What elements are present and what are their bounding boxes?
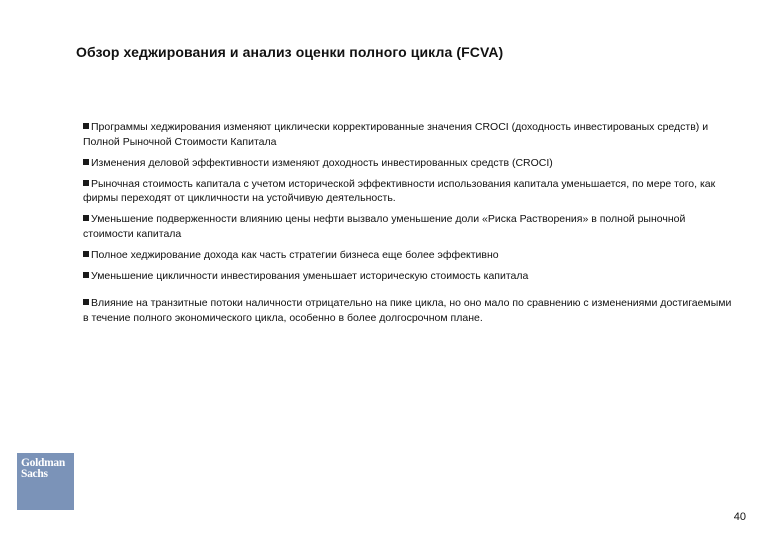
bullet-item xyxy=(83,248,733,263)
bullet-item xyxy=(83,212,733,241)
bullet-item xyxy=(83,156,733,171)
square-bullet-icon xyxy=(83,215,89,221)
bullet-item xyxy=(83,120,733,149)
square-bullet-icon xyxy=(83,272,89,278)
bullet-text: Влияние на транзитные потоки наличности отрицательно на пике цикла, но оно мало по сравнению с изменениями достигаемыми в течение полного экономического цикла, особенно в более долгосрочном плане. xyxy=(83,297,732,324)
bullet-item xyxy=(83,269,733,284)
bullet-item xyxy=(83,177,733,206)
bullet-text: Уменьшение подверженности влиянию цены нефти вызвало уменьшение доли «Риска Растворения» в полной рыночной стоимости капитала xyxy=(83,213,686,240)
bullet-text: Изменения деловой эффективности изменяют доходность инвестированных средств (CROCI) xyxy=(91,156,553,169)
square-bullet-icon xyxy=(83,299,89,305)
slide-title: Обзор хеджирования и анализ оценки полного цикла (FCVA) xyxy=(76,44,504,60)
bullet-list xyxy=(83,120,733,332)
bullet-text: Рыночная стоимость капитала с учетом исторической эффективности использования капитала уменьшается, по мере того, как фирмы переходят от цикличности на устойчивую деятельность. xyxy=(83,177,716,204)
bullet-text: Полное хеджирование дохода как часть стратегии бизнеса еще более эффективно xyxy=(91,248,499,261)
logo-line-1: Goldman xyxy=(21,457,65,469)
square-bullet-icon xyxy=(83,159,89,165)
square-bullet-icon xyxy=(83,180,89,186)
bullet-text: Программы хеджирования изменяют циклически корректированные значения CROCI (доходность инвестированых средств) и Полной Рыночной Стоимости Капитала xyxy=(83,121,709,148)
bullet-item xyxy=(83,296,733,325)
logo-line-2: Sachs xyxy=(21,468,48,480)
square-bullet-icon xyxy=(83,123,89,129)
page-number: 40 xyxy=(733,511,746,523)
square-bullet-icon xyxy=(83,251,89,257)
goldman-sachs-logo xyxy=(17,453,74,510)
bullet-text: Уменьшение цикличности инвестирования уменьшает историческую стоимость капитала xyxy=(91,269,529,282)
